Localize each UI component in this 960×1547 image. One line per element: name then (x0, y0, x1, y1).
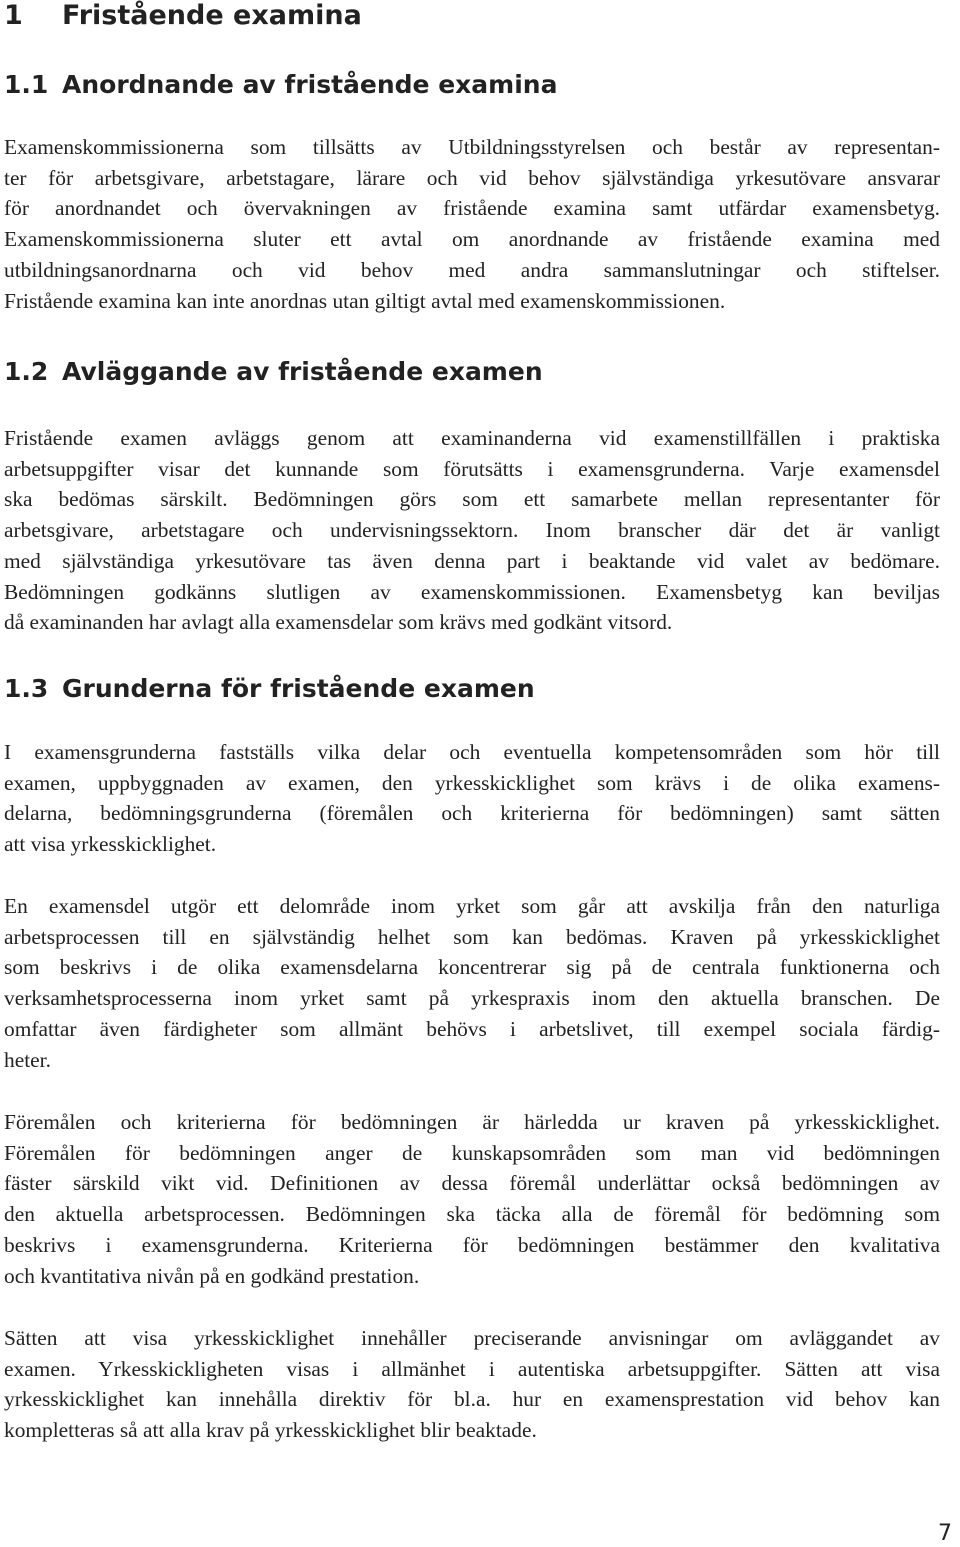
text-line: delarna, bedömningsgrunderna (föremålen och kriterierna för bedömningen) samt sätten (4, 801, 940, 826)
text-line: som beskrivs i de olika examensdelarna koncentrerar sig på de centrala funktionerna och (4, 955, 940, 980)
text-line: arbetsuppgifter visar det kunnande som förutsätts i examensgrunderna. Varje examensdel (4, 456, 940, 481)
chapter-number: 1 (4, 0, 23, 31)
text-line: kompletteras så att alla krav på yrkesskicklighet blir beaktade. (4, 1418, 537, 1443)
text-line: Examenskommissionerna sluter ett avtal om anordnande av fristående examina med (4, 227, 940, 252)
section-title: Anordnande av fristående examina (62, 70, 558, 99)
text-line: ter för arbetsgivare, arbetstagare, lärare och vid behov självständiga yrkesutövare ansvarar (4, 165, 940, 190)
body-paragraph (4, 891, 940, 1075)
text-line: I examensgrunderna fastställs vilka delar och eventuella kompetensområden som hör till (4, 740, 940, 764)
text-line: ska bedömas särskilt. Bedömningen görs som ett samarbete mellan representanter för (4, 487, 940, 512)
text-line: examen. Yrkesskickligheten visas i allmänhet i autentiska arbetsuppgifter. Sätten att visa (4, 1356, 940, 1381)
text-line: beskrivs i examensgrunderna. Kriterierna för bedömningen bestämmer den kvalitativa (4, 1232, 940, 1257)
text-line: fäster särskild vikt vid. Definitionen av dessa föremål underlättar också bedömningen av (4, 1171, 940, 1196)
text-line: då examinanden har avlagt alla examensdelar som krävs med godkänt vitsord. (4, 610, 673, 635)
text-line: Fristående examina kan inte anordnas utan giltigt avtal med examenskommissionen. (4, 288, 726, 313)
text-line: utbildningsanordnarna och vid behov med andra sammanslutningar och stiftelser. (4, 257, 940, 282)
body-paragraph (4, 737, 940, 860)
text-line: arbetsprocessen till en självständig helhet som kan bedömas. Kraven på yrkesskicklighet (4, 924, 940, 949)
section-number: 1.3 (4, 674, 49, 703)
text-line: heter. (4, 1047, 51, 1072)
section-heading (4, 673, 535, 705)
section-title: Avläggande av fristående examen (62, 357, 543, 386)
text-line: Föremålen och kriterierna för bedömningen är härledda ur kraven på yrkesskicklighet. (4, 1110, 940, 1134)
chapter-title: Fristående examina (62, 0, 362, 31)
body-paragraph (4, 1107, 940, 1291)
text-line: för anordnandet och övervakningen av fristående examina samt utfärdar examensbetyg. (4, 196, 940, 221)
section-number: 1.2 (4, 357, 49, 386)
text-line: Examenskommissionerna som tillsätts av Utbildningsstyrelsen och består av representan- (4, 135, 940, 159)
chapter-heading (4, 0, 362, 33)
text-line: Sätten att visa yrkesskicklighet innehåller preciserande anvisningar om avläggandet av (4, 1326, 940, 1350)
section-heading (4, 356, 543, 388)
text-line: arbetsgivare, arbetstagare och undervisningssektorn. Inom branscher där det är vanligt (4, 518, 940, 543)
text-line: och kvantitativa nivån på en godkänd prestation. (4, 1263, 420, 1288)
text-line: Bedömningen godkänns slutligen av examenskommissionen. Examensbetyg kan beviljas (4, 579, 940, 604)
section-number: 1.1 (4, 70, 49, 99)
body-paragraph (4, 423, 940, 638)
body-paragraph (4, 1323, 940, 1446)
text-line: Föremålen för bedömningen anger de kunskapsområden som man vid bedömningen (4, 1140, 940, 1165)
text-line: Fristående examen avläggs genom att examinanderna vid examenstillfällen i praktiska (4, 426, 940, 450)
text-line: med självständiga yrkesutövare tas även denna part i beaktande vid valet av bedömare. (4, 548, 940, 573)
text-line: omfattar även färdigheter som allmänt behövs i arbetslivet, till exempel sociala färdig- (4, 1016, 940, 1041)
text-line: att visa yrkesskicklighet. (4, 832, 217, 857)
section-heading (4, 69, 557, 101)
body-paragraph (4, 132, 940, 316)
text-line: En examensdel utgör ett delområde inom yrket som går att avskilja från den naturliga (4, 894, 940, 918)
section-title: Grunderna för fristående examen (62, 674, 535, 703)
text-line: den aktuella arbetsprocessen. Bedömningen ska täcka alla de föremål för bedömning som (4, 1202, 940, 1227)
page-number: 7 (938, 1521, 952, 1546)
text-line: examen, uppbyggnaden av examen, den yrkesskicklighet som krävs i de olika examens- (4, 770, 940, 795)
text-line: verksamhetsprocesserna inom yrket samt på yrkespraxis inom den aktuella branschen. De (4, 986, 940, 1011)
text-line: yrkesskicklighet kan innehålla direktiv för bl.a. hur en examensprestation vid behov kan (4, 1387, 940, 1412)
